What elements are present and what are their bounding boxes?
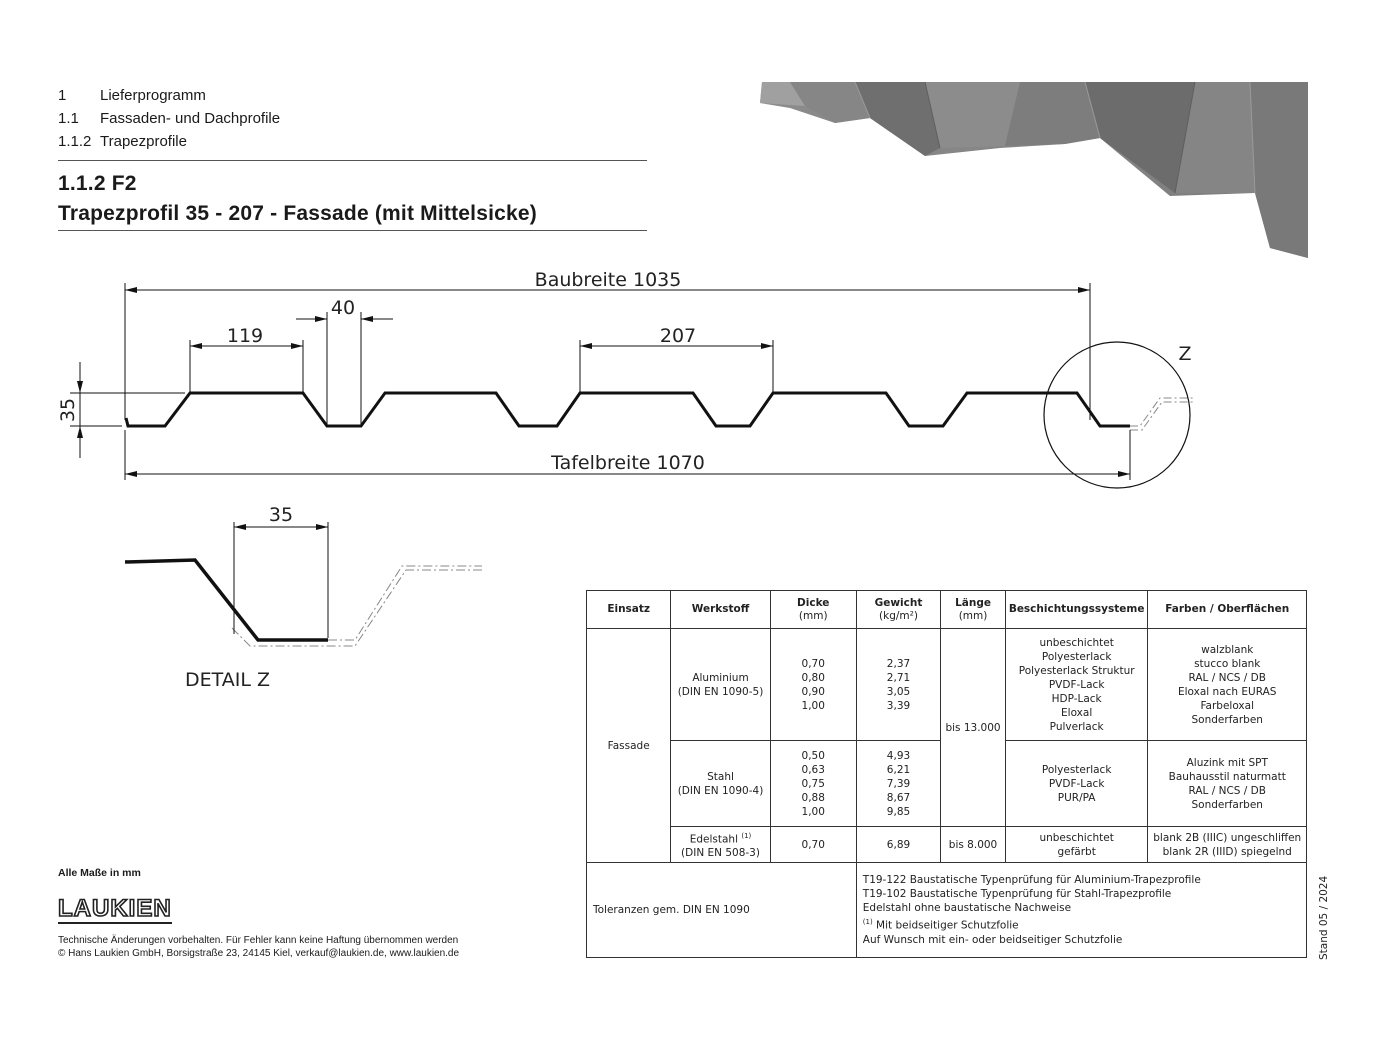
laenge-cell: bis 13.000 <box>941 629 1006 827</box>
werkstoff-cell: Aluminium (DIN EN 1090-5) <box>671 629 770 741</box>
note-line: T19-122 Baustatische Typenprüfung für Aluminium-Trapezprofile <box>862 874 1201 887</box>
note-line: Auf Wunsch mit ein- oder beidseitiger Schutzfolie <box>862 933 1123 946</box>
col-header-einsatz: Einsatz <box>587 591 671 629</box>
col-header-dicke: Dicke (mm) <box>770 591 856 629</box>
note-line: Edelstahl ohne baustatische Nachweise <box>862 902 1072 915</box>
beschichtung-cell: unbeschichtet gefärbt <box>1005 827 1148 863</box>
breadcrumb-label: Lieferprogramm <box>100 87 206 104</box>
dim-207-label: 207 <box>659 325 697 347</box>
gewicht-cell: 6,89 <box>856 827 940 863</box>
col-header-gewicht: Gewicht (kg/m²) <box>856 591 940 629</box>
dicke-cell: 0,70 0,80 0,90 1,00 <box>770 629 856 741</box>
baubreite-label: Baubreite 1035 <box>534 269 682 291</box>
laenge-cell: bis 8.000 <box>941 827 1006 863</box>
breadcrumb-label: Fassaden- und Dachprofile <box>100 110 281 127</box>
beschichtung-cell: Polyesterlack PVDF-Lack PUR/PA <box>1005 741 1148 827</box>
tafelbreite-label: Tafelbreite 1070 <box>551 452 705 474</box>
table-header-row <box>587 591 1307 629</box>
disclaimer: Technische Änderungen vorbehalten. Für Fehler kann keine Haftung übernommen werden <box>58 935 459 946</box>
z-marker-label: Z <box>1178 343 1192 365</box>
spec-table <box>586 590 1307 958</box>
table-row <box>587 629 1307 741</box>
units-note: Alle Maße in mm <box>58 867 141 879</box>
detail-dim-label: 35 <box>268 504 294 526</box>
gewicht-cell: 2,37 2,71 3,05 3,39 <box>856 629 940 741</box>
table-row <box>587 827 1307 863</box>
breadcrumb-number: 1 <box>58 87 67 104</box>
breadcrumb-label: Trapezprofile <box>100 133 187 150</box>
werkstoff-cell: Stahl (DIN EN 1090-4) <box>671 741 770 827</box>
farben-cell: blank 2B (IIIC) ungeschliffen blank 2R (IIID) spiegelnd <box>1148 827 1307 863</box>
company-address: © Hans Laukien GmbH, Borsigstraße 23, 24145 Kiel, verkauf@laukien.de, www.laukien.de <box>58 948 460 959</box>
einsatz-cell: Fassade <box>587 629 671 863</box>
beschichtung-cell: unbeschichtet Polyesterlack Polyesterlack Struktur PVDF-Lack HDP-Lack Eloxal Pulverlack <box>1005 629 1148 741</box>
page-title-code: 1.1.2 F2 <box>58 172 137 195</box>
breadcrumb-number: 1.1 <box>58 110 79 127</box>
note-line: $^{(1)}$ Mit beidseitiger Schutzfolie <box>862 918 1019 932</box>
detail-z-drawing <box>110 500 510 700</box>
breadcrumb-number: 1.1.2 <box>58 133 92 150</box>
col-header-beschichtung: Beschichtungssysteme <box>1005 591 1148 629</box>
dicke-cell: 0,70 <box>770 827 856 863</box>
laukien-logo: LAUKIEN <box>58 895 172 922</box>
werkstoff-cell: Edelstahl $^{(1)}$ (DIN EN 508-3) <box>671 827 770 863</box>
dim-35-label: 35 <box>57 397 79 423</box>
notes-cell <box>856 863 1306 958</box>
stand-date: Stand 05 / 2024 <box>1318 875 1330 960</box>
col-header-laenge: Länge (mm) <box>941 591 1006 629</box>
detail-z-circle <box>1044 342 1190 488</box>
toleranzen-cell: Toleranzen gem. DIN EN 1090 <box>587 863 857 958</box>
table-row <box>587 863 1307 958</box>
gewicht-cell: 4,93 6,21 7,39 8,67 9,85 <box>856 741 940 827</box>
col-header-werkstoff: Werkstoff <box>671 591 770 629</box>
detail-z-label: DETAIL Z <box>185 669 271 691</box>
farben-cell: Aluzink mit SPT Bauhausstil naturmatt RAL / NCS / DB Sonderfarben <box>1148 741 1307 827</box>
dicke-cell: 0,50 0,63 0,75 0,88 1,00 <box>770 741 856 827</box>
dim-40-label: 40 <box>330 297 356 319</box>
page-title-name: Trapezprofil 35 - 207 - Fassade (mit Mittelsicke) <box>58 202 537 225</box>
farben-cell: walzblank stucco blank RAL / NCS / DB Eloxal nach EURAS Farbeloxal Sonderfarben <box>1148 629 1307 741</box>
dim-119-label: 119 <box>226 325 264 347</box>
profile-line <box>126 393 1130 426</box>
note-line: T19-102 Baustatische Typenprüfung für Stahl-Trapezprofile <box>862 888 1172 901</box>
col-header-farben: Farben / Oberflächen <box>1148 591 1307 629</box>
